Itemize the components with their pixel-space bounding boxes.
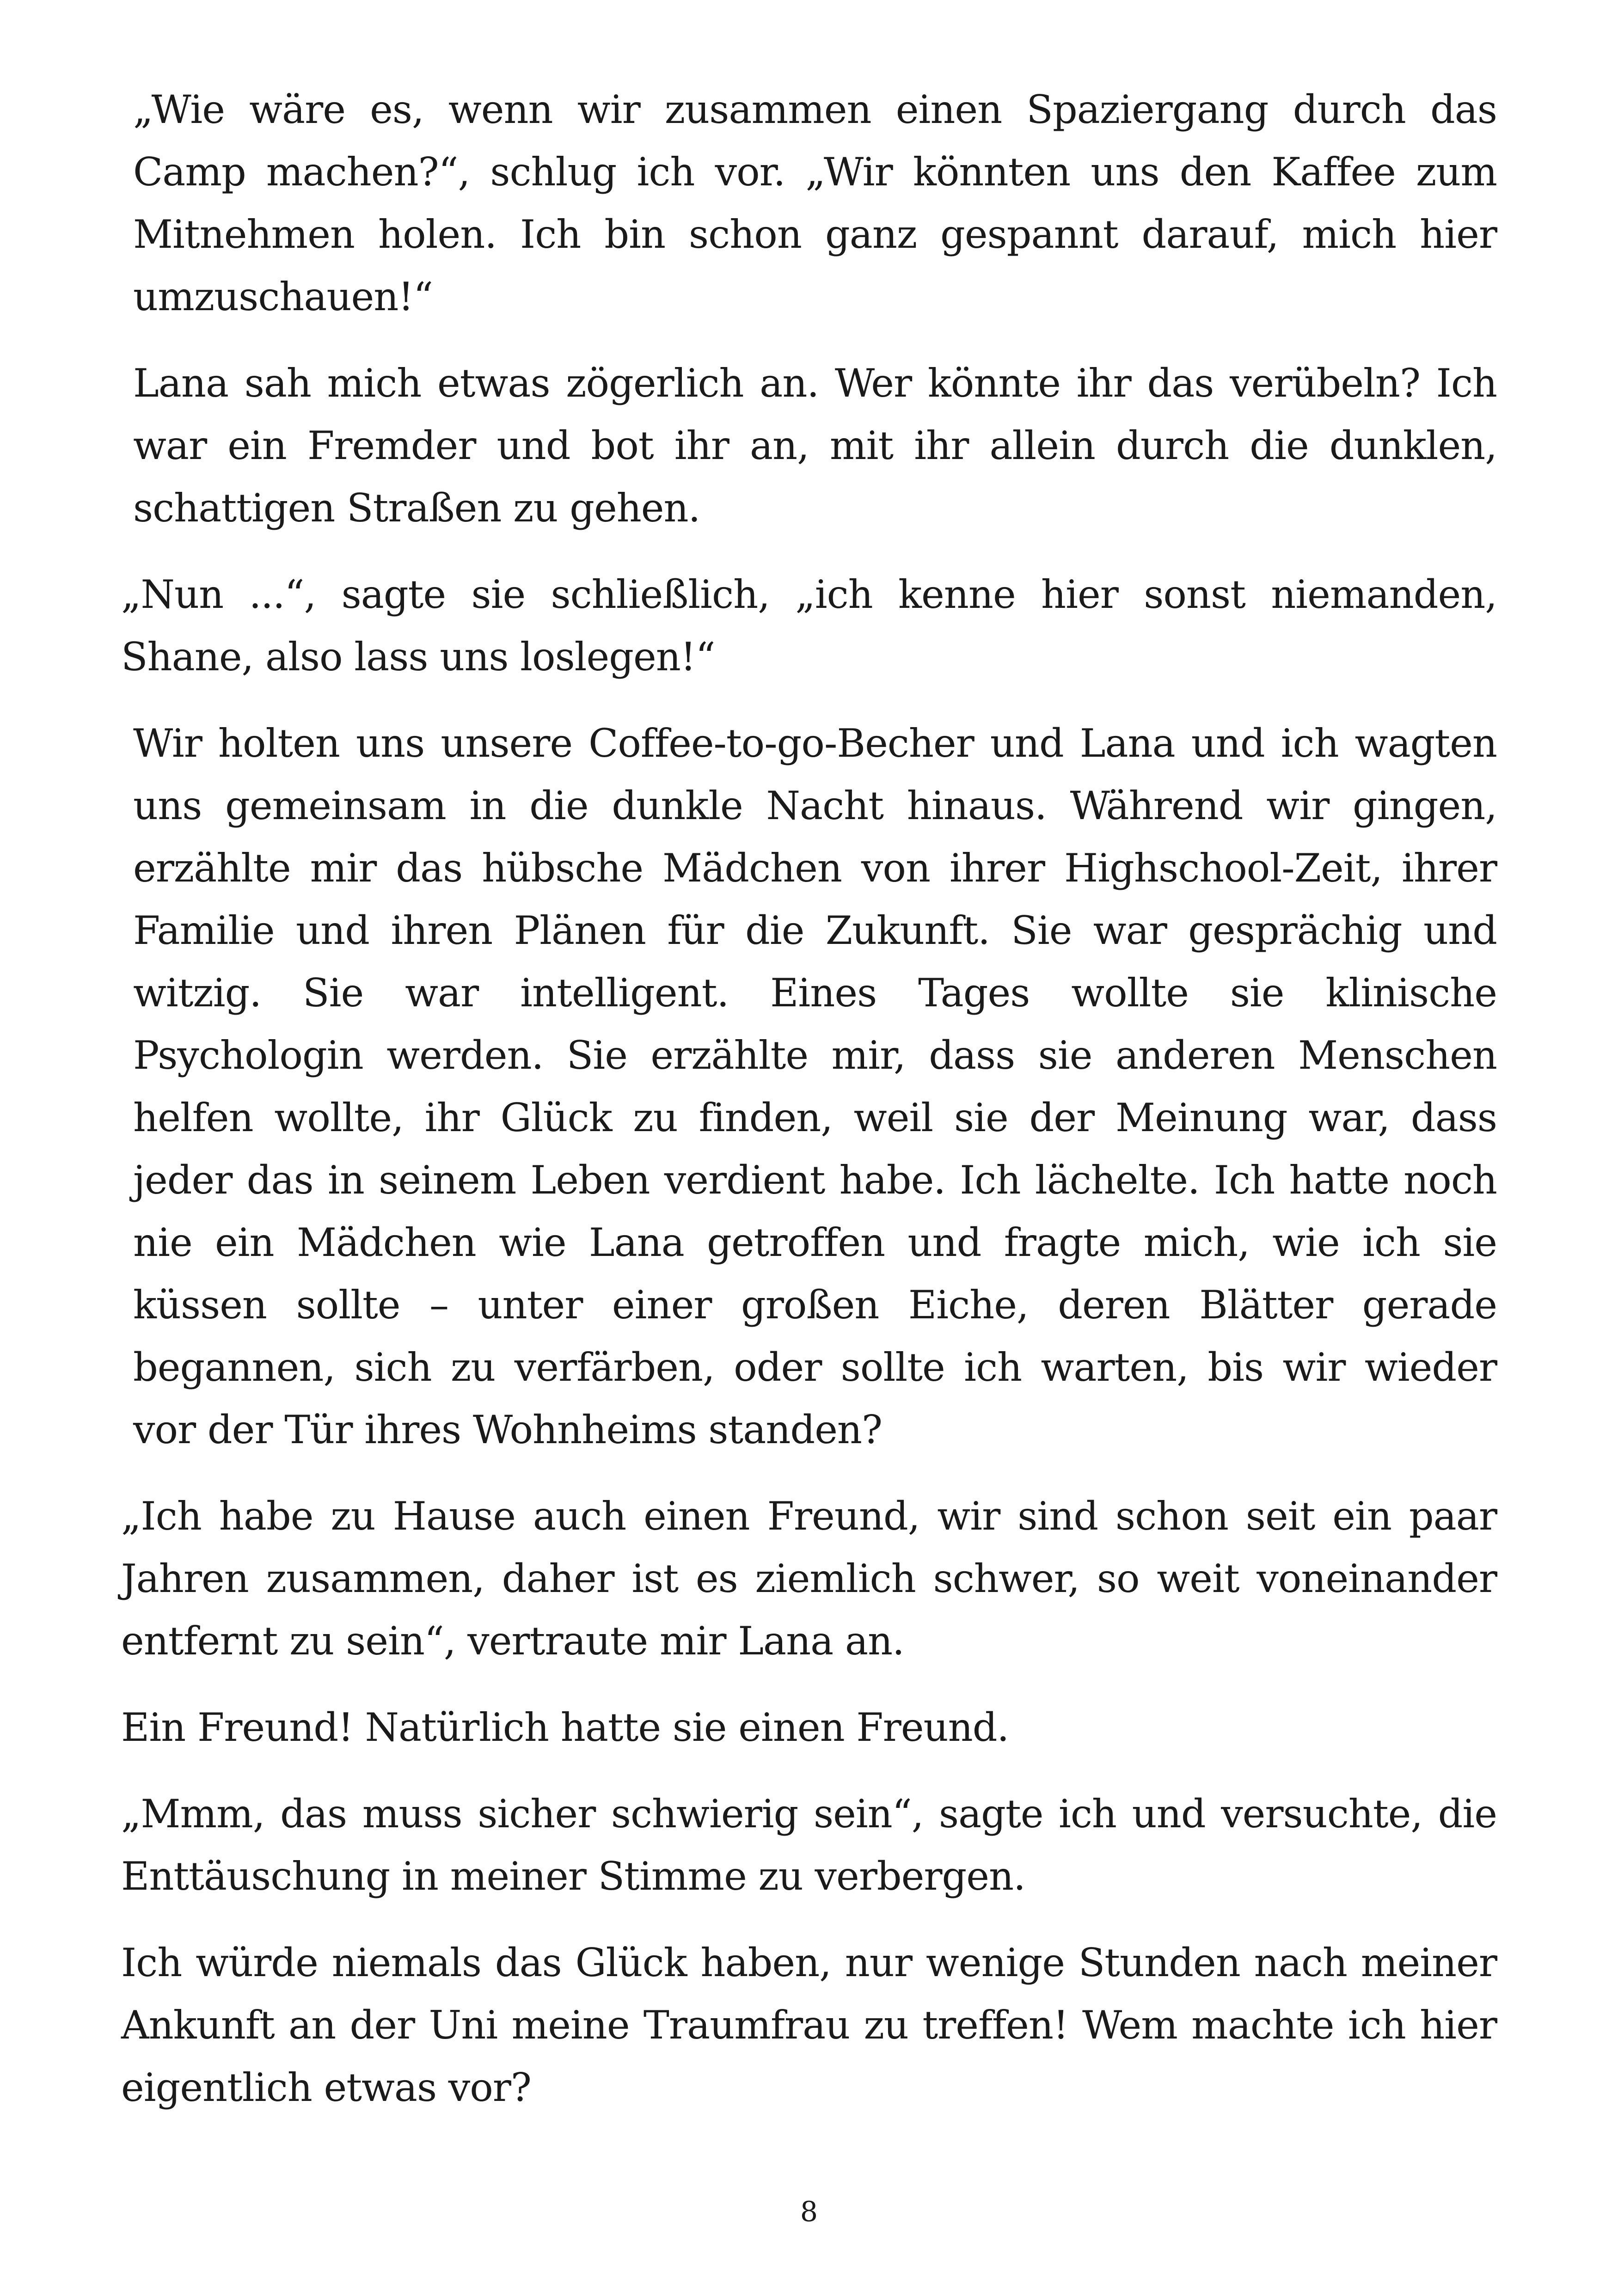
paragraph: Lana sah mich etwas zögerlich an. Wer könnte ihr das verübeln? Ich war ein Fremder und bot ihr an, mit ihr allein durch die dunklen, schattigen Straßen zu gehen. — [133, 361, 1497, 531]
page-number: 8 — [800, 2196, 818, 2228]
page-body — [121, 79, 1497, 2143]
paragraph: Ich würde niemals das Glück haben, nur wenige Stunden nach meiner Ankunft an der Uni meine Traumfrau zu treffen! Wem machte ich hier eigentlich etwas vor? — [121, 1940, 1497, 2110]
paragraph: „Nun ...“, sagte sie schließlich, „ich kenne hier sonst niemanden, Shane, also lass uns loslegen!“ — [121, 572, 1497, 680]
paragraph: Wir holten uns unsere Coffee-to-go-Becher und Lana und ich wagten uns gemeinsam in die dunkle Nacht hinaus. Während wir gingen, erzählte mir das hübsche Mädchen von ihrer Highschool-Zeit, ihrer Familie und ihren Plänen für die Zukunft. Sie war gesprächig und witzig. Sie war intelligent. Eines Tages wollte sie klinische Psychologin werden. Sie erzählte mir, dass sie anderen Menschen helfen wollte, ihr Glück zu finden, weil sie der Meinung war, dass jeder das in seinem Leben verdient habe. Ich lächelte. Ich hatte noch nie ein Mädchen wie Lana getroffen und fragte mich, wie ich sie küssen sollte – unter einer großen Eiche, deren Blätter gerade begannen, sich zu verfärben, oder sollte ich warten, bis wir wieder vor der Tür ihres Wohnheims standen? — [133, 721, 1497, 1452]
paragraph: „Ich habe zu Hause auch einen Freund, wir sind schon seit ein paar Jahren zusammen, daher ist es ziemlich schwer, so weit voneinander entfernt zu sein“, vertraute mir Lana an. — [121, 1494, 1497, 1664]
paragraph: „Mmm, das muss sicher schwierig sein“, sagte ich und versuchte, die Enttäuschung in meiner Stimme zu verbergen. — [121, 1791, 1497, 1899]
paragraph: „Wie wäre es, wenn wir zusammen einen Spaziergang durch das Camp machen?“, schlug ich vor. „Wir könnten uns den Kaffee zum Mitnehmen holen. Ich bin schon ganz gespannt darauf, mich hier umzuschauen!“ — [133, 87, 1497, 319]
paragraph: Ein Freund! Natürlich hatte sie einen Freund. — [121, 1705, 1009, 1750]
